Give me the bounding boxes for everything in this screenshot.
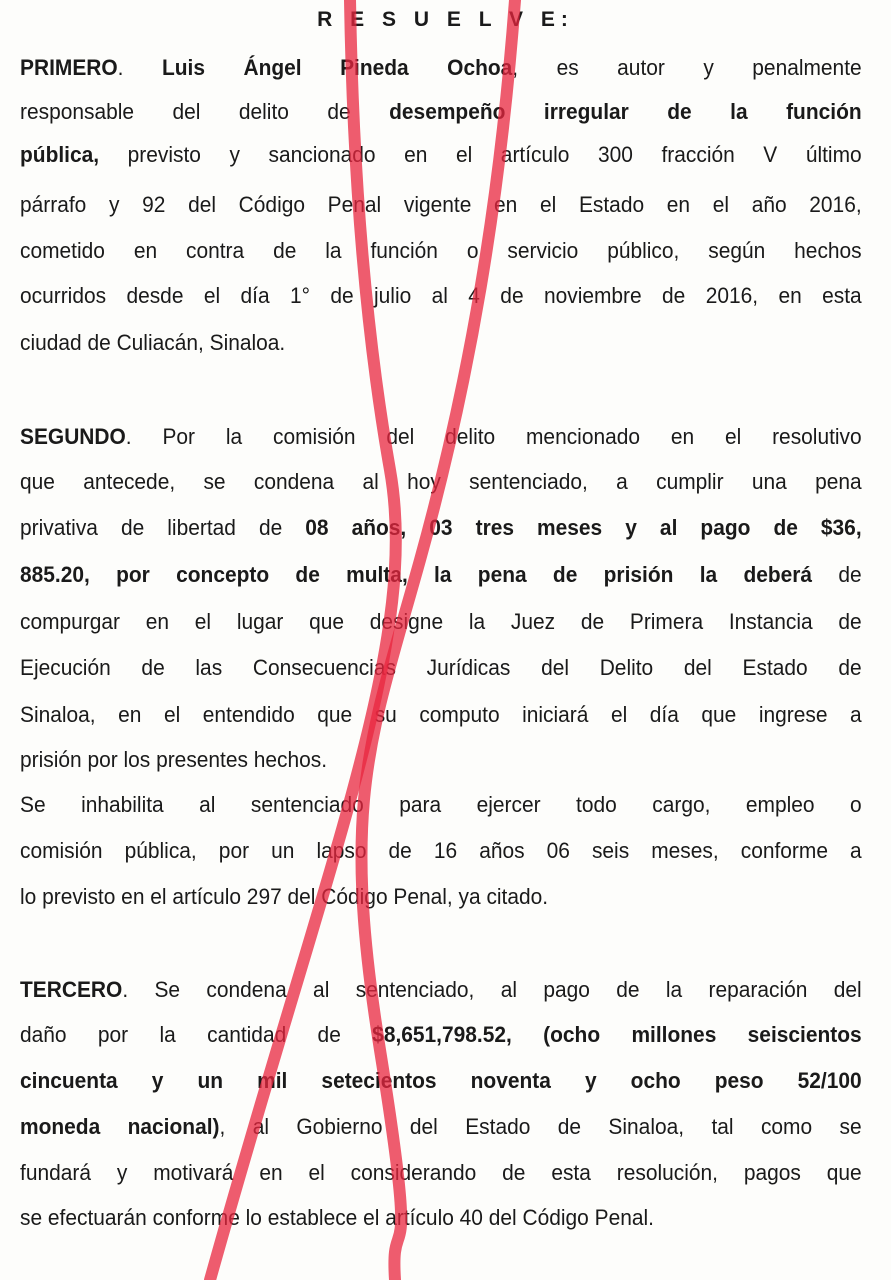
text-line (20, 1203, 862, 1233)
text-line (20, 1020, 862, 1050)
text-line (20, 790, 862, 820)
bold-text: cincuenta y un mil setecientos noventa y ocho peso 52/100 (20, 1068, 862, 1093)
text: Sinaloa, en el entendido que su computo iniciará el día que ingrese a (20, 702, 862, 727)
text-line (20, 190, 862, 220)
text-line (20, 513, 862, 543)
text-line (20, 700, 862, 730)
text-line (20, 882, 862, 912)
bold-text: desempeño irregular de la función (389, 99, 862, 124)
text-line (20, 281, 862, 311)
text: privativa de libertad de (20, 515, 306, 540)
text: . Por la comisión del delito mencionado en el resolutivo (125, 424, 862, 449)
text-line (20, 975, 862, 1005)
text: . (117, 55, 162, 80)
bold-text: Luis Ángel Pineda Ochoa (161, 55, 513, 80)
bold-text: pública, (20, 142, 100, 167)
bold-text: $8,651,798.52, (ocho millones seiscientos (372, 1022, 862, 1047)
text: comisión pública, por un lapso de 16 años 06 seis meses, conforme a (20, 838, 862, 863)
bold-text: SEGUNDO (20, 424, 126, 449)
text-line (20, 560, 862, 590)
bold-text: 08 años, 03 tres meses y al pago de $36, (305, 515, 862, 540)
text: , es autor y penalmente (512, 55, 862, 80)
text-line (20, 607, 862, 637)
text: Ejecución de las Consecuencias Jurídicas del Delito del Estado de (20, 655, 862, 680)
text-line (20, 53, 862, 83)
text-line (20, 745, 862, 775)
text: daño por la cantidad de (20, 1022, 373, 1047)
text: previsto y sancionado en el artículo 300 fracción V último (99, 142, 862, 167)
bold-text: PRIMERO (20, 55, 118, 80)
text: Se inhabilita al sentenciado para ejercer todo cargo, empleo o (20, 792, 862, 817)
text: responsable del delito de (20, 99, 390, 124)
text: prisión por los presentes hechos. (20, 747, 328, 772)
text: se efectuarán conforme lo establece el artículo 40 del Código Penal. (20, 1205, 654, 1230)
resolution-heading: R E S U E L V E: (317, 8, 574, 31)
text-line (20, 236, 862, 266)
text: fundará y motivará en el considerando de esta resolución, pagos que (20, 1160, 862, 1185)
text: que antecede, se condena al hoy sentenciado, a cumplir una pena (20, 469, 862, 494)
text: lo previsto en el artículo 297 del Código Penal, ya citado. (20, 884, 549, 909)
text-line (20, 653, 862, 683)
bold-text: moneda nacional) (20, 1114, 220, 1139)
text-line (20, 328, 862, 358)
text: cometido en contra de la función o servicio público, según hechos (20, 238, 862, 263)
text-line (20, 836, 862, 866)
bold-text: TERCERO (20, 977, 123, 1002)
text-line (20, 422, 862, 452)
text-line (20, 140, 862, 170)
text: . Se condena al sentenciado, al pago de la reparación del (122, 977, 862, 1002)
text-line (20, 467, 862, 497)
text: párrafo y 92 del Código Penal vigente en el Estado en el año 2016, (20, 192, 862, 217)
bold-text: 885.20, por concepto de multa, la pena de prisión la deberá (20, 562, 813, 587)
text-line (20, 1158, 862, 1188)
text: , al Gobierno del Estado de Sinaloa, tal como se (219, 1114, 862, 1139)
text-line (20, 97, 862, 127)
text-line (20, 1066, 862, 1096)
text: ciudad de Culiacán, Sinaloa. (20, 330, 286, 355)
text: compurgar en el lugar que designe la Juez de Primera Instancia de (20, 609, 862, 634)
text: de (812, 562, 862, 587)
text-line (20, 1112, 862, 1142)
text: ocurridos desde el día 1° de julio al 4 de noviembre de 2016, en esta (20, 283, 862, 308)
